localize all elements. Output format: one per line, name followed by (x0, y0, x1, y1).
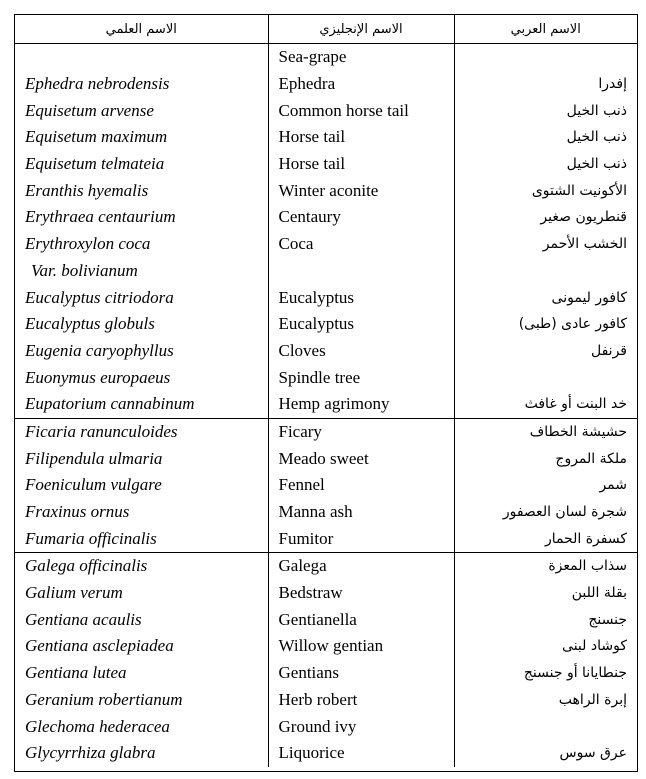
scientific-name-cell: Equisetum arvense (25, 100, 154, 120)
arabic-name-cell: قنطريون صغير (540, 209, 627, 226)
english-name-cell: Horse tail (268, 124, 454, 151)
table-row (15, 687, 637, 714)
english-name-cell (268, 258, 454, 285)
english-name-cell: Spindle tree (268, 364, 454, 391)
table-row (15, 151, 637, 178)
scientific-name-cell: Gentiana lutea (25, 663, 127, 683)
header-row (15, 15, 637, 44)
plant-names-table (15, 15, 637, 767)
arabic-name-cell: حشيشة الخطاف (529, 423, 627, 440)
table-row (15, 660, 637, 687)
scientific-name-cell: Equisetum maximum (25, 127, 168, 147)
header-english-name: الاسم الإنجليزي (268, 15, 454, 44)
table-row (15, 740, 637, 767)
arabic-name-cell: كسفرة الحمار (454, 525, 637, 552)
arabic-name-cell: جنسنج (588, 611, 627, 628)
table-row (15, 311, 637, 338)
english-name-cell: Ground ivy (268, 713, 454, 740)
table-row (15, 97, 637, 124)
english-name-cell: Centaury (268, 204, 454, 231)
table-row (15, 499, 637, 526)
english-name-cell: Fumitor (268, 525, 454, 552)
table-row (15, 338, 637, 365)
english-name-cell: Eucalyptus (268, 284, 454, 311)
arabic-name-cell: كوشاد لبنى (562, 638, 627, 655)
table-row (15, 258, 637, 285)
scientific-name-cell: Fraxinus ornus (25, 502, 130, 522)
scientific-name-cell (15, 44, 268, 71)
arabic-name-cell: ذنب الخيل (566, 102, 627, 119)
table-row (15, 418, 637, 445)
table-row (15, 364, 637, 391)
scientific-name-cell: Eucalyptus citriodora (25, 287, 174, 307)
english-name-cell: Bedstraw (268, 580, 454, 607)
scientific-name-cell: Geranium robertianum (25, 689, 183, 709)
table-row (15, 633, 637, 660)
table-row (15, 713, 637, 740)
scientific-name-cell: Glechoma hederacea (25, 716, 170, 736)
table-row (15, 472, 637, 499)
english-name-cell: Liquorice (268, 740, 454, 767)
scientific-name-cell: Gentiana asclepiadea (25, 636, 174, 656)
arabic-name-cell (454, 713, 637, 740)
header-scientific-name: الاسم العلمي (15, 15, 268, 44)
table-row (15, 606, 637, 633)
arabic-name-cell: شجرة لسان العصفور (502, 504, 627, 521)
arabic-name-cell: الخشب الأحمر (542, 236, 627, 253)
arabic-name-cell: سذاب المعزة (548, 558, 627, 575)
english-name-cell: Cloves (268, 338, 454, 365)
table-row (15, 580, 637, 607)
table-row (15, 124, 637, 151)
table-row (15, 231, 637, 258)
english-name-cell: Willow gentian (268, 633, 454, 660)
scientific-name-cell: Erythraea centaurium (25, 207, 176, 227)
scientific-name-cell: Filipendula ulmaria (25, 448, 163, 468)
scientific-name-cell: Var. bolivianum (31, 260, 138, 280)
arabic-name-cell: إبرة الراهب (558, 691, 627, 708)
english-name-cell: Fennel (268, 472, 454, 499)
arabic-name-cell: ذنب الخيل (566, 129, 627, 146)
scientific-name-cell: Eranthis hyemalis (25, 180, 149, 200)
english-name-cell: Herb robert (268, 687, 454, 714)
english-name-cell: Gentianella (268, 606, 454, 633)
arabic-name-cell: خد البنت أو غافث (454, 391, 637, 418)
header-arabic-name: الاسم العربي (454, 15, 637, 44)
arabic-name-cell: شمر (599, 477, 627, 494)
arabic-name-cell: عرق سوس (559, 745, 627, 762)
scientific-name-cell: Eupatorium cannabinum (15, 391, 268, 418)
table-row (15, 204, 637, 231)
scientific-name-cell: Fumaria officinalis (15, 525, 268, 552)
scientific-name-cell: Euonymus europaeus (25, 367, 171, 387)
scientific-name-cell: Eugenia caryophyllus (25, 340, 174, 360)
scientific-name-cell: Ficaria ranunculoides (25, 421, 178, 441)
english-name-cell: Common horse tail (268, 97, 454, 124)
english-name-cell: Gentians (268, 660, 454, 687)
scientific-name-cell: Erythroxylon coca (25, 234, 151, 254)
arabic-name-cell: الأكونيت الشتوى (531, 182, 627, 199)
arabic-name-cell: كافور عادى (طبى) (518, 316, 627, 333)
table-row (15, 391, 637, 418)
arabic-name-cell: ذنب الخيل (566, 156, 627, 173)
arabic-name-cell: قرنفل (591, 342, 627, 359)
scientific-name-cell: Gentiana acaulis (25, 609, 142, 629)
table-row (15, 525, 637, 552)
english-name-cell: Meado sweet (268, 445, 454, 472)
english-name-cell: Eucalyptus (268, 311, 454, 338)
english-name-cell: Winter aconite (268, 177, 454, 204)
arabic-name-cell: كافور ليمونى (551, 289, 627, 306)
arabic-name-cell (454, 364, 637, 391)
english-name-cell: Manna ash (268, 499, 454, 526)
scientific-name-cell: Ephedra nebrodensis (25, 74, 170, 94)
english-name-cell: Ephedra (268, 71, 454, 98)
english-name-cell: Galega (268, 553, 454, 580)
arabic-name-cell (454, 258, 637, 285)
table-row (15, 177, 637, 204)
arabic-name-cell: جنطايانا أو جنسنج (523, 665, 627, 682)
table-row (15, 553, 637, 580)
table-row (15, 71, 637, 98)
english-name-cell: Ficary (268, 418, 454, 445)
table-row (15, 445, 637, 472)
table-row (15, 44, 637, 71)
plant-names-table-frame (14, 14, 638, 772)
arabic-name-cell: ملكة المروج (555, 450, 627, 467)
english-name-cell: Coca (268, 231, 454, 258)
scientific-name-cell: Equisetum telmateia (25, 154, 165, 174)
scientific-name-cell: Eucalyptus globuls (25, 314, 155, 334)
scientific-name-cell: Galega officinalis (25, 556, 148, 576)
scientific-name-cell: Foeniculum vulgare (25, 475, 162, 495)
scientific-name-cell: Galium verum (25, 583, 123, 603)
english-name-cell: Horse tail (268, 151, 454, 178)
arabic-name-cell: بقلة اللبن (571, 585, 627, 602)
arabic-name-cell: إفدرا (598, 76, 627, 93)
table-row (15, 284, 637, 311)
english-name-cell: Hemp agrimony (268, 391, 454, 418)
scientific-name-cell: Glycyrrhiza glabra (25, 743, 156, 763)
arabic-name-cell (454, 44, 637, 71)
english-name-cell: Sea-grape (268, 44, 454, 71)
